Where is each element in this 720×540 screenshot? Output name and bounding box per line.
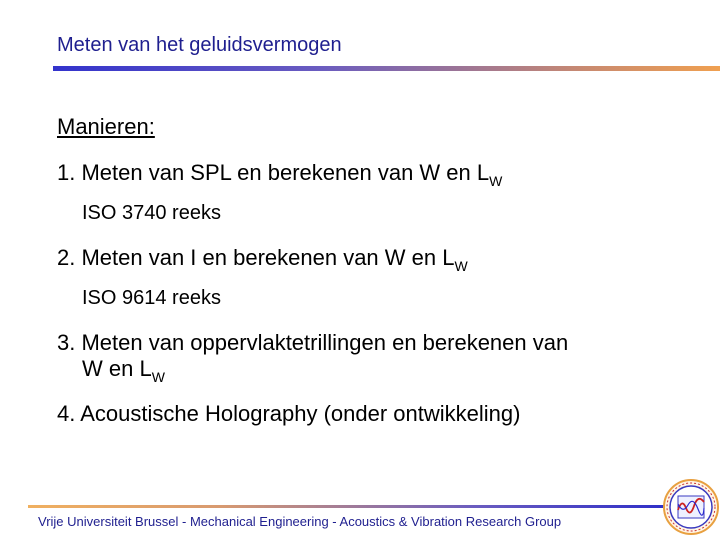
list-subitem-1: ISO 3740 reeks: [82, 202, 221, 224]
subscript: W: [489, 173, 503, 189]
subscript: W: [151, 369, 165, 385]
list-item-1: [57, 160, 502, 194]
section-heading: Manieren:: [57, 114, 155, 139]
title-divider: [53, 66, 720, 71]
list-item-text: 2. Meten van I en berekenen van W en L: [57, 245, 455, 270]
list-item-4: 4. Acoustische Holography (onder ontwikkeling): [57, 401, 521, 426]
vub-acoustics-logo-icon: [662, 478, 720, 536]
list-item-text: 3. Meten van oppervlaktetrillingen en berekenen van: [57, 330, 569, 355]
list-item-text: 1. Meten van SPL en berekenen van W en L: [57, 160, 490, 185]
footer-divider: [28, 505, 668, 508]
list-item-2: [57, 245, 468, 279]
footer-text: Vrije Universiteit Brussel - Mechanical Engineering - Acoustics & Vibration Research Group: [38, 514, 562, 529]
list-subitem-2: ISO 9614 reeks: [82, 287, 221, 309]
subscript: W: [454, 258, 468, 274]
list-item-continuation: [57, 356, 568, 390]
list-item-text: W en L: [82, 356, 152, 381]
slide-title: Meten van het geluidsvermogen: [57, 34, 342, 56]
list-item-3: [57, 330, 568, 390]
